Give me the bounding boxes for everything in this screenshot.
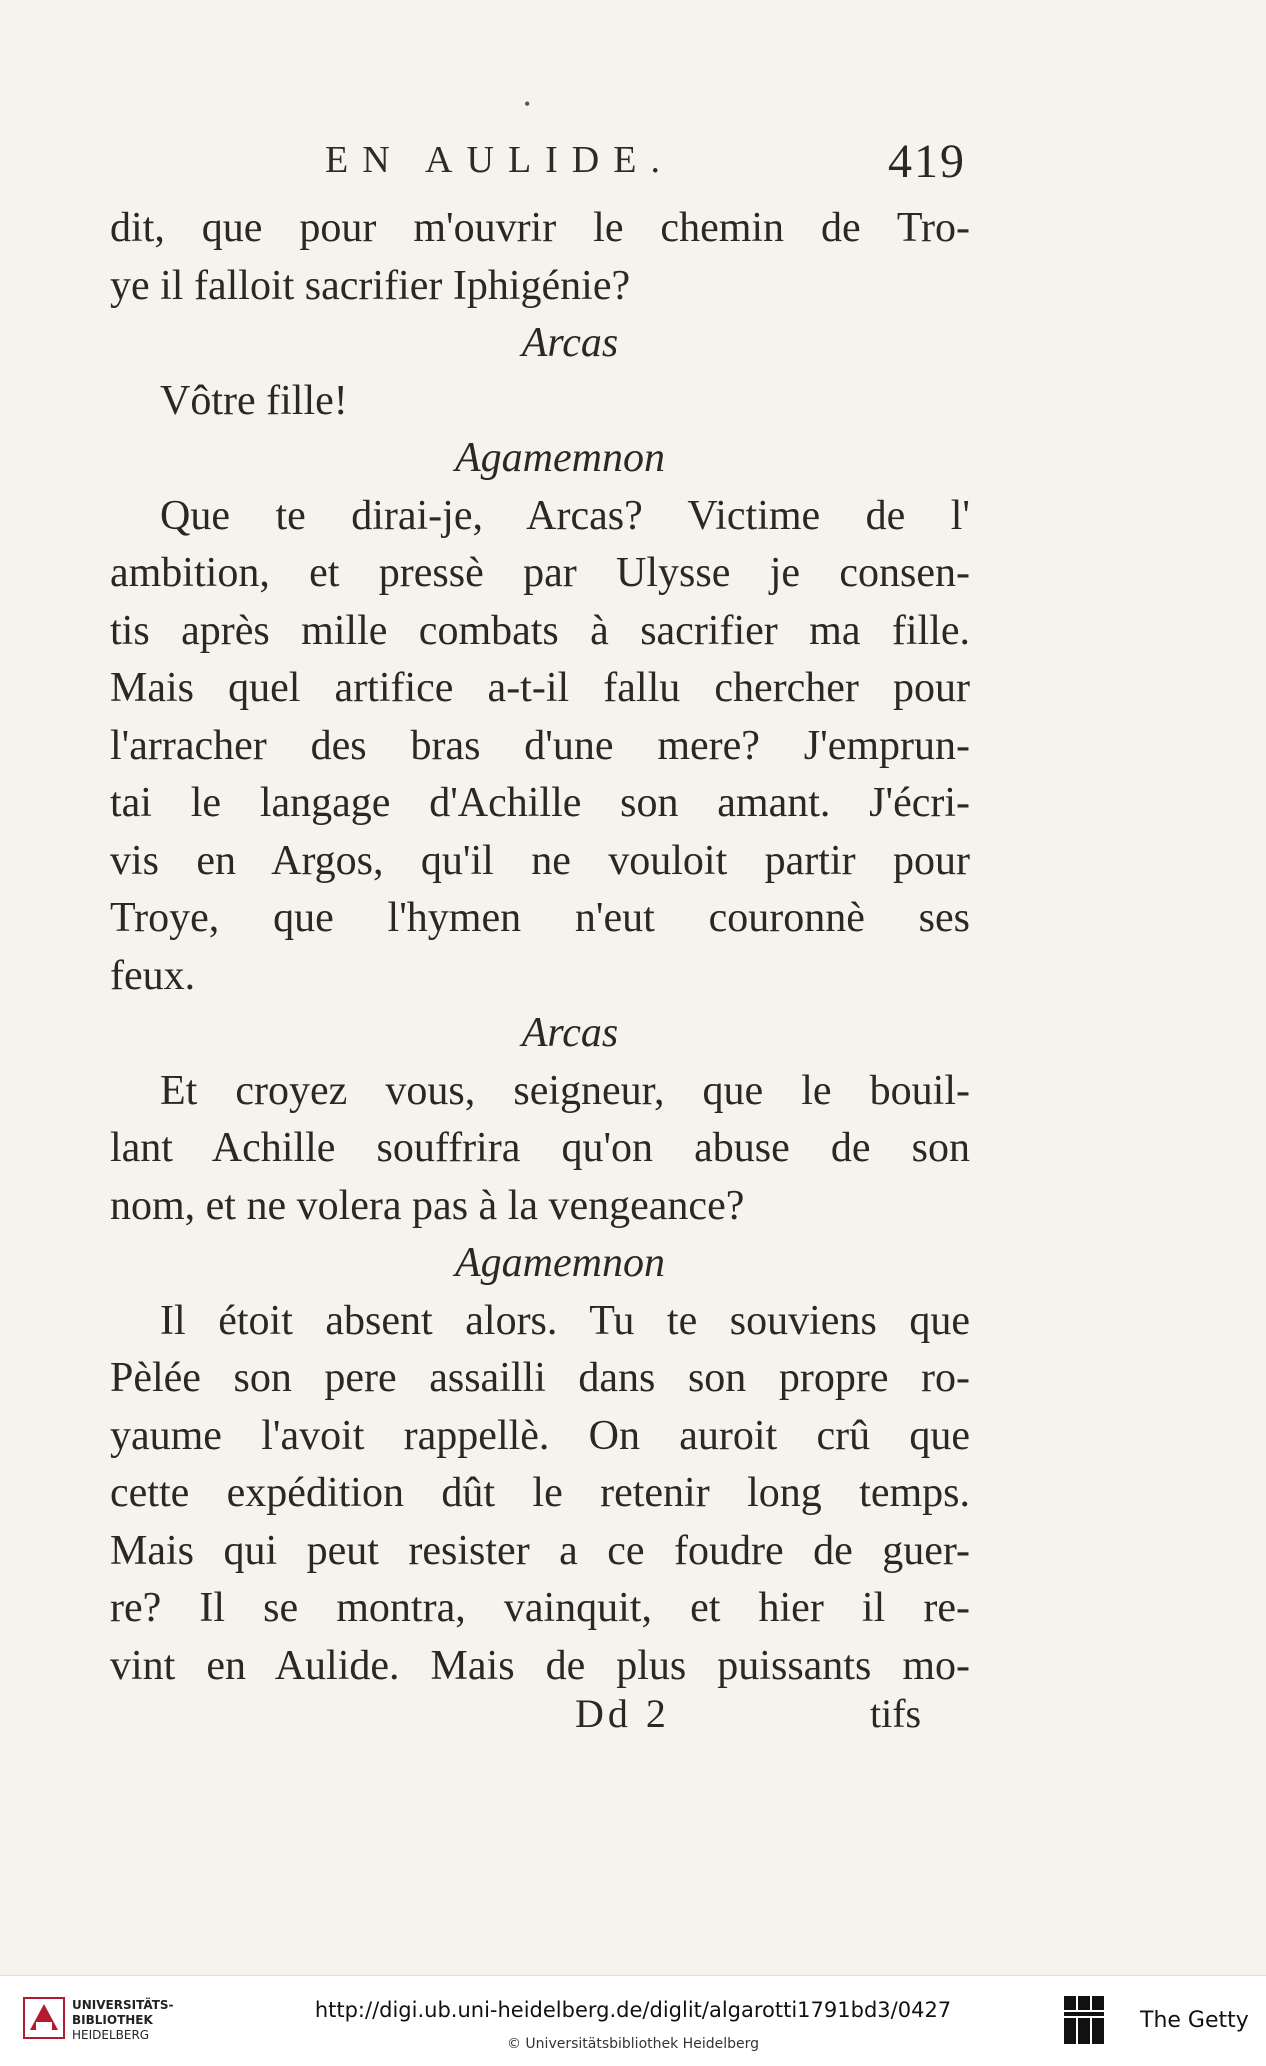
speaker-heading: Arcas	[521, 1010, 619, 1056]
library-name-line: UNIVERSITÄTS-	[72, 1998, 174, 2012]
text-line: yaume l'avoit rappellè. On auroit crû que	[110, 1412, 970, 1459]
text-line: tai le langage d'Achille son amant. J'écri-	[110, 780, 970, 826]
text-line: vis en Argos, qu'il ne vouloit partir pour	[110, 837, 970, 884]
text-line: vint en Aulide. Mais de plus puissants mo-	[110, 1642, 970, 1689]
getty-name: The Getty	[1140, 2008, 1249, 2033]
permalink[interactable]: http://digi.ub.uni-heidelberg.de/diglit/algarotti1791bd3/0427	[314, 1998, 952, 2022]
text-line: Vôtre fille!	[160, 377, 348, 424]
library-name-line: HEIDELBERG	[72, 2028, 150, 2042]
text-line: tis après mille combats à sacrifier ma fille.	[110, 607, 970, 654]
text-line: dit, que pour m'ouvrir le chemin de Tro-	[110, 205, 970, 251]
catchword: tifs	[870, 1691, 922, 1736]
library-name-line: BIBLIOTHEK	[72, 2013, 153, 2027]
page-number: 419	[888, 135, 966, 188]
text-line: nom, et ne volera pas à la vengeance?	[110, 1182, 745, 1229]
text-line: ye il falloit sacrifier Iphigénie?	[110, 262, 631, 309]
getty-logo-icon	[1062, 1994, 1106, 2046]
text-line: Que te dirai-je, Arcas? Victime de l'	[160, 492, 970, 539]
speaker-heading: Arcas	[521, 320, 619, 366]
text-line: cette expédition dût le retenir long temps.	[110, 1470, 970, 1516]
text-line: re? Il se montra, vainquit, et hier il re-	[110, 1585, 970, 1631]
speaker-heading: Agamemnon	[455, 435, 665, 481]
speaker-heading: Agamemnon	[455, 1240, 665, 1286]
text-line: lant Achille souffrira qu'on abuse de son	[110, 1125, 970, 1171]
text-line: Pèlée son pere assailli dans son propre ro-	[110, 1355, 970, 1401]
text-line: Mais qui peut resister a ce foudre de guer-	[110, 1527, 970, 1574]
text-line: Et croyez vous, seigneur, que le bouil-	[160, 1067, 970, 1114]
printer-mark: •	[524, 94, 531, 114]
text-line: l'arracher des bras d'une mere? J'emprun-	[110, 722, 970, 769]
text-line: Troye, que l'hymen n'eut couronnè ses	[110, 895, 970, 941]
text-line: ambition, et pressè par Ulysse je consen-	[110, 550, 970, 596]
running-head: EN AULIDE.	[325, 139, 674, 181]
viewer-footer	[0, 1975, 1266, 2066]
text-line: Mais quel artifice a-t-il fallu chercher pour	[110, 665, 970, 711]
text-line: feux.	[110, 952, 196, 999]
signature-mark: Dd 2	[575, 1691, 670, 1736]
copyright-notice: © Universitätsbibliothek Heidelberg	[506, 2036, 759, 2052]
text-line: Il étoit absent alors. Tu te souviens que	[160, 1297, 970, 1344]
body-text	[110, 200, 970, 1695]
